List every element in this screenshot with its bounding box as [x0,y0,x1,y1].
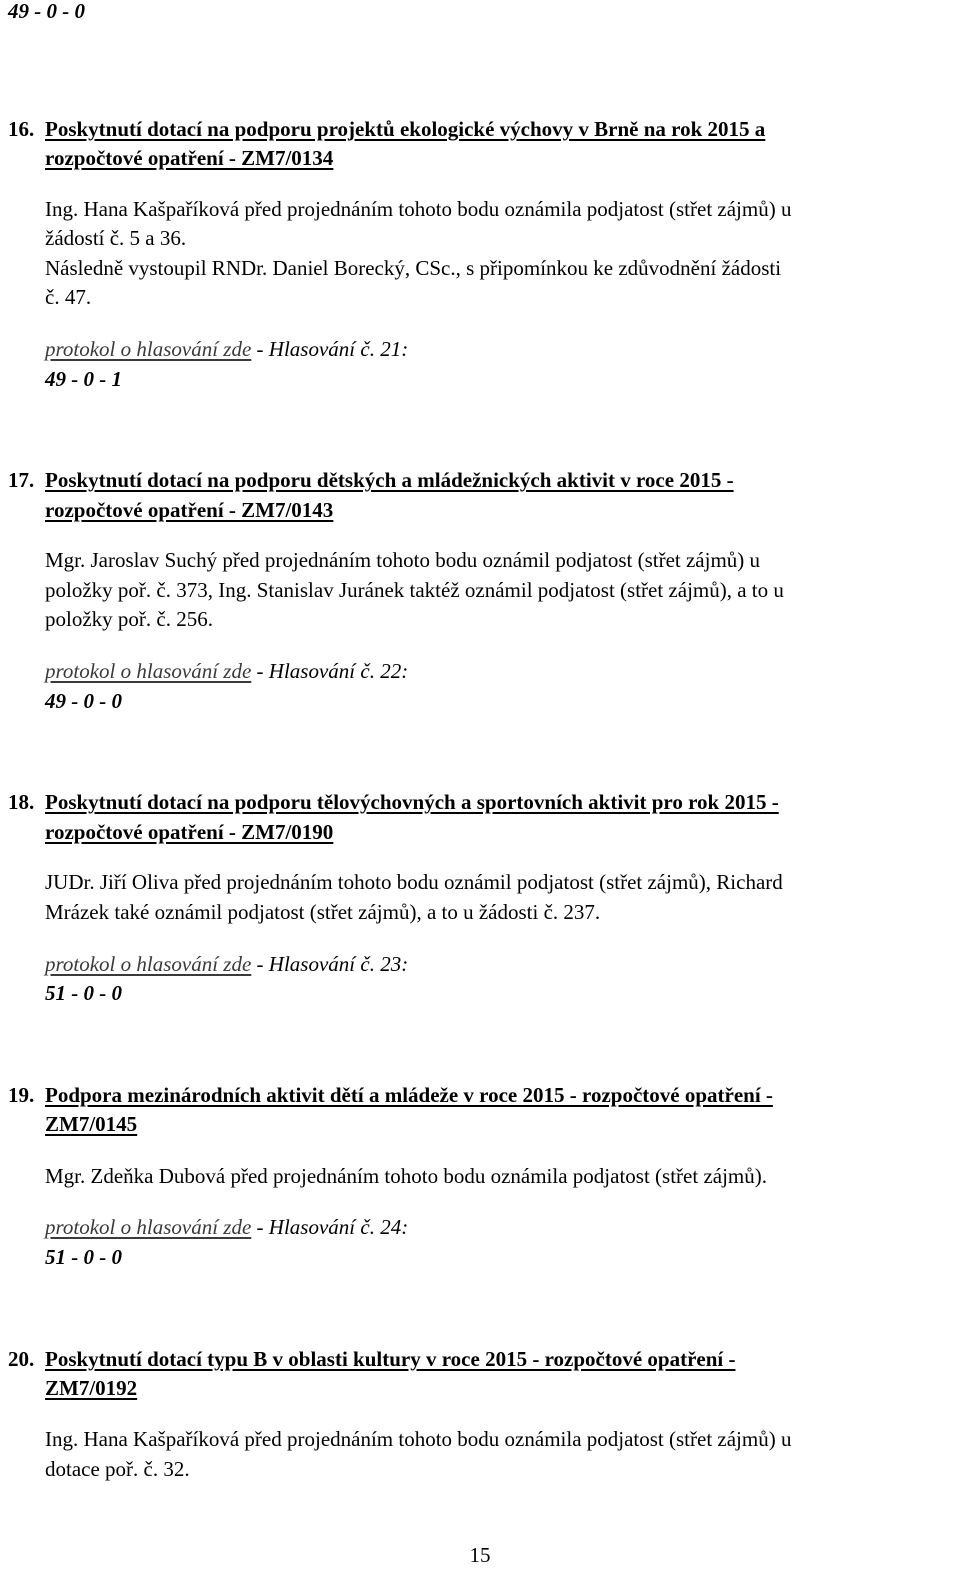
item-title: ZM7/0192 [45,1376,138,1400]
item-number: 16. [8,117,35,141]
item-text: žádostí č. 5 a 36. [45,226,187,250]
item-text: Ing. Hana Kašpaříková před projednáním tohoto bodu oznámila podjatost (střet zájmů) u [45,1427,792,1451]
item-text: dotace poř. č. 32. [45,1457,190,1481]
protocol-link[interactable]: protokol o hlasování zde [45,659,252,683]
item-number: 19. [8,1083,35,1107]
item-title: Poskytnutí dotací na podporu dětských a mládežnických aktivit v roce 2015 - [45,468,734,492]
item-title: Poskytnutí dotací na podporu tělovýchovných a sportovních aktivit pro rok 2015 - [45,790,779,814]
vote-result: 51 - 0 - 0 [45,1245,122,1269]
page-number: 15 [469,1543,491,1567]
item-text: Následně vystoupil RNDr. Daniel Borecký, CSc., s připomínkou ke zdůvodnění žádosti [45,256,782,280]
item-title: Poskytnutí dotací typu B v oblasti kultury v roce 2015 - rozpočtové opatření - [45,1347,736,1371]
item-number: 18. [8,790,35,814]
item-title: rozpočtové opatření - ZM7/0190 [45,820,334,844]
item-number: 20. [8,1347,35,1371]
item-title: Podpora mezinárodních aktivit dětí a mládeže v roce 2015 - rozpočtové opatření - [45,1083,773,1107]
item-text: Mrázek také oznámil podjatost (střet zájmů), a to u žádosti č. 237. [45,900,601,924]
protocol-vote-label: - Hlasování č. 22: [251,659,409,683]
item-title: Poskytnutí dotací na podporu projektů ekologické výchovy v Brně na rok 2015 a [45,117,766,141]
protocol-vote-label: - Hlasování č. 24: [251,1215,409,1239]
item-text: položky poř. č. 256. [45,607,213,631]
item-title: ZM7/0145 [45,1112,138,1136]
protocol-line [45,951,408,977]
protocol-link[interactable]: protokol o hlasování zde [45,337,252,361]
item-title: rozpočtové opatření - ZM7/0143 [45,498,334,522]
protocol-vote-label: - Hlasování č. 21: [251,337,409,361]
item-text: Ing. Hana Kašpaříková před projednáním tohoto bodu oznámila podjatost (střet zájmů) u [45,197,792,221]
protocol-vote-label: - Hlasování č. 23: [251,952,409,976]
item-number: 17. [8,468,35,492]
protocol-link[interactable]: protokol o hlasování zde [45,1215,252,1239]
protocol-line [45,658,408,684]
vote-result: 51 - 0 - 0 [45,981,122,1005]
item-text: č. 47. [45,285,92,309]
protocol-line [45,336,408,362]
protocol-link[interactable]: protokol o hlasování zde [45,952,252,976]
item-text: JUDr. Jiří Oliva před projednáním tohoto bodu oznámil podjatost (střet zájmů), Richard [45,870,783,894]
vote-result: 49 - 0 - 1 [45,367,122,391]
item-title: rozpočtové opatření - ZM7/0134 [45,146,334,170]
item-text: položky poř. č. 373, Ing. Stanislav Juránek taktéž oznámil podjatost (střet zájmů), a to u [45,578,784,602]
item-text: Mgr. Jaroslav Suchý před projednáním tohoto bodu oznámil podjatost (střet zájmů) u [45,548,761,572]
vote-result: 49 - 0 - 0 [8,0,85,23]
vote-result: 49 - 0 - 0 [45,689,122,713]
protocol-line [45,1214,408,1240]
item-text: Mgr. Zdeňka Dubová před projednáním tohoto bodu oznámila podjatost (střet zájmů). [45,1164,767,1188]
